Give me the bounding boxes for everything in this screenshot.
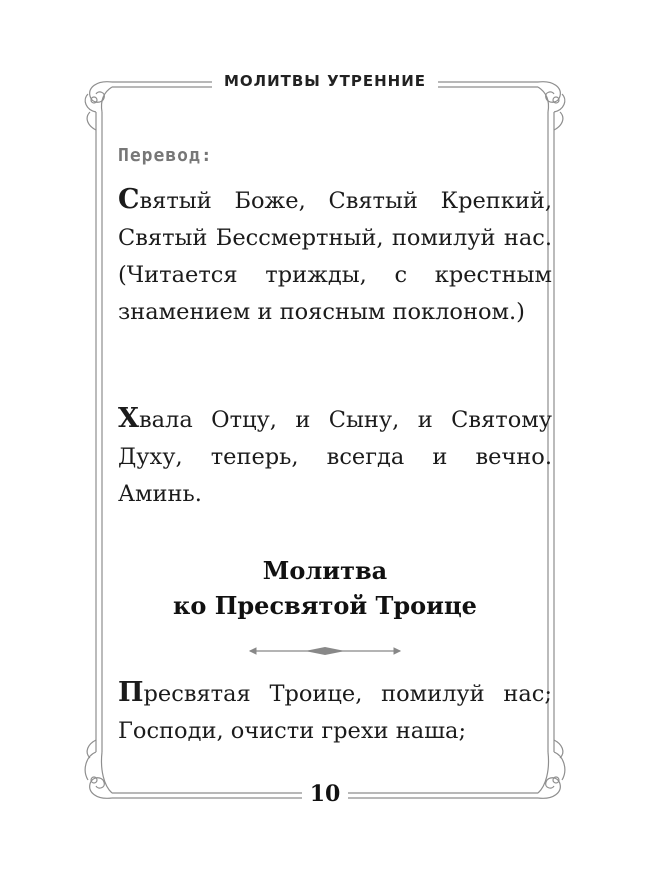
paragraph-text: ресвятая Троице, помилуй нас; Господи, очисти грехи наша; — [118, 681, 552, 744]
drop-initial: С — [118, 184, 140, 215]
drop-initial: Х — [118, 403, 139, 434]
paragraph-text: вятый Боже, Святый Крепкий, Святый Бессмертный, помилуй нас. (Читается трижды, с крестным знамением и поясным поклоном.) — [118, 188, 552, 325]
paragraph-text: вала Отцу, и Сыну, и Святому Духу, теперь, всегда и вечно. Аминь. — [118, 407, 552, 507]
section-heading-line1: Молитва — [262, 556, 388, 585]
divider-ornament — [250, 647, 400, 655]
drop-initial: П — [118, 677, 144, 708]
running-header: МОЛИТВЫ УТРЕННИЕ — [223, 72, 427, 90]
glory-paragraph — [118, 400, 552, 513]
trisagion-paragraph — [118, 181, 552, 331]
page-number: 10 — [309, 781, 341, 807]
translation-label: Перевод: — [118, 145, 213, 166]
section-heading-line2: ко Пресвятой Троице — [173, 591, 477, 620]
trinity-prayer-paragraph — [118, 674, 552, 750]
